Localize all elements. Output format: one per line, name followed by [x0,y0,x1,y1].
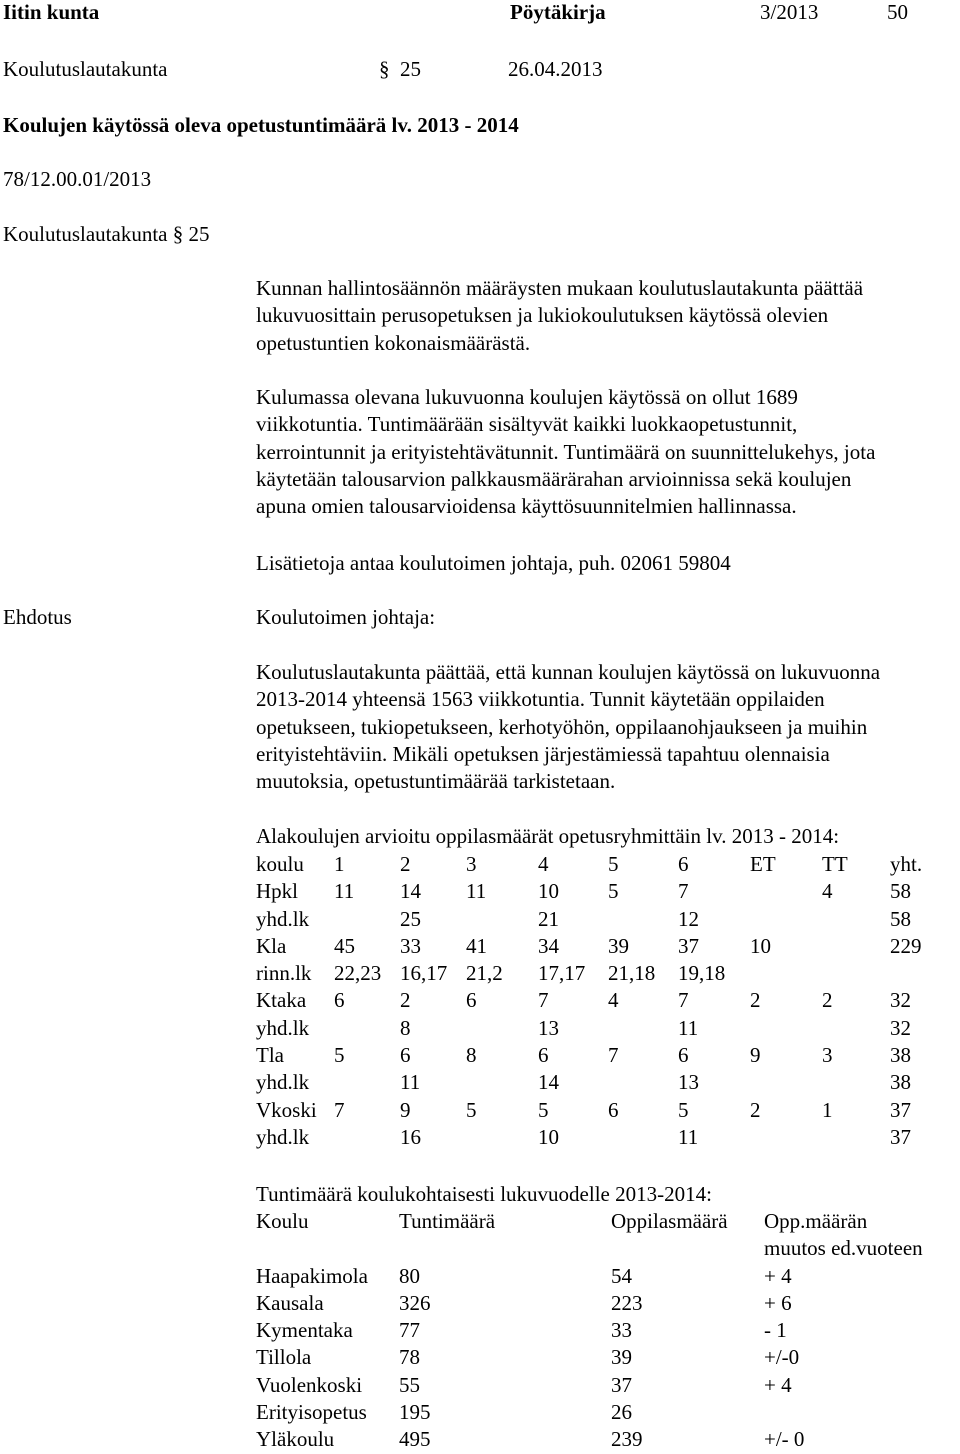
municipality-name: Iitin kunta [3,0,100,24]
proposal-line: Koulutuslautakunta päättää, että kunnan koulujen käytössä on lukuvuonna [256,660,881,684]
table-cell: 10 [538,879,559,904]
table-header-cell: koulu [256,852,304,876]
table-header-cell: 4 [538,852,549,876]
table-cell: Haapakimola [256,1263,368,1288]
table-cell: 2 [822,988,833,1013]
proposal-line: erityistehtäviin. Mikäli opetuksen järjestämiessä tapahtuu olennaisia [256,741,830,766]
table-cell: 326 [399,1290,431,1315]
table-cell: 33 [400,933,421,958]
table-cell: + 4 [764,1372,792,1397]
table-cell: 21,18 [608,961,656,986]
table-cell: 32 [890,1015,911,1040]
table-cell: 19,18 [678,961,726,986]
document-type: Pöytäkirja [510,0,606,24]
table-cell: 11 [400,1070,421,1095]
table-cell: 16 [400,1124,421,1149]
details-line: Kulumassa olevana lukuvuonna koulujen käytössä on ollut 1689 [256,385,798,409]
table-cell: 25 [400,906,421,931]
table-cell: 38 [890,1043,911,1068]
table-cell: Yläkoulu [256,1427,335,1452]
table-cell: Kymentaka [256,1318,353,1343]
table-cell: 9 [750,1043,761,1068]
proposal-label: Ehdotus [3,605,72,629]
board-line-section: 25 [188,222,210,246]
board-section-line [3,221,209,248]
table-cell: 21,2 [466,961,503,986]
table-cell: 77 [399,1318,420,1343]
details-line: käytetään talousarvion palkkausmäärärahan arvioinnissa sekä koulujen [256,466,852,491]
table-cell: 22,23 [334,961,382,986]
table-cell: 11 [466,879,487,904]
intro-line: Kunnan hallintosäännön määräysten mukaan koulutuslautakunta päättää [256,276,864,300]
table-cell: 13 [678,1070,699,1095]
table-cell: 32 [890,988,911,1013]
table-cell: 3 [822,1043,833,1068]
section-number: 25 [400,57,421,81]
table-cell: 6 [678,1043,689,1068]
table-cell: 2 [750,1097,761,1122]
proposer: Koulutoimen johtaja: [256,605,436,629]
table-cell: 14 [400,879,421,904]
table-cell: Vuolenkoski [256,1372,363,1397]
table-cell: 5 [466,1097,477,1122]
table-cell: 11 [334,879,355,904]
table-cell: 7 [334,1097,345,1122]
details-line: viikkotuntia. Tuntimäärään sisältyvät kaikki luokkaopetustunnit, [256,412,798,437]
table-cell: 58 [890,906,911,931]
proposal-line: opetukseen, tukiopetukseen, kerhotyöhön, oppilaanohjaukseen ja muihin [256,714,868,739]
table-cell: 5 [334,1043,345,1068]
table-header-cell: Opp.määrän [764,1209,868,1233]
table-cell: Tla [256,1043,284,1068]
table-header-cell: TT [822,852,848,876]
table-cell: 16,17 [400,961,448,986]
table-cell: 12 [678,906,699,931]
table-cell: 39 [608,933,629,958]
table-header-cell: Oppilasmäärä [611,1209,728,1233]
table-cell: 11 [678,1015,699,1040]
table-cell: 1 [822,1097,833,1122]
table-cell: 54 [611,1263,632,1288]
table-cell: 495 [399,1427,431,1452]
intro-line: lukuvuosittain perusopetuksen ja lukiokoulutuksen käytössä olevien [256,303,829,328]
table-cell: 6 [466,988,477,1013]
table-cell: 5 [608,879,619,904]
table-cell: + 4 [764,1263,792,1288]
table1-title: Alakoulujen arvioitu oppilasmäärät opetusryhmittäin lv. 2013 - 2014: [256,824,840,848]
table-header-cell: yht. [890,852,923,876]
table-cell: Kausala [256,1290,324,1315]
page-number: 50 [887,0,908,24]
table-cell: 4 [608,988,619,1013]
table-header-cell: 1 [334,852,345,876]
table-cell: 37 [890,1124,911,1149]
reference-number: 78/12.00.01/2013 [3,167,152,191]
table-cell: +/- 0 [764,1427,805,1452]
table-cell: 37 [611,1372,632,1397]
table-cell: Erityisopetus [256,1400,367,1425]
table-cell: 21 [538,906,559,931]
table-header-cell: Tuntimäärä [399,1209,496,1233]
table-cell: + 6 [764,1290,792,1315]
table-cell: 80 [399,1263,420,1288]
table-cell: 6 [334,988,345,1013]
table-cell: - 1 [764,1318,787,1343]
section-symbol: § [379,57,390,81]
table-cell: 14 [538,1070,559,1095]
table-cell: 8 [466,1043,477,1068]
proposal-line: 2013-2014 yhteensä 1563 viikkotuntia. Tunnit käytetään oppilaiden [256,687,825,712]
table-header-cell: 3 [466,852,477,876]
table-cell: 2 [750,988,761,1013]
table-cell: 13 [538,1015,559,1040]
table-cell: 78 [399,1345,420,1370]
board-line-name: Koulutuslautakunta [3,222,168,246]
table-cell: 5 [678,1097,689,1122]
table-cell: 37 [678,933,699,958]
table-header-cell: 2 [400,852,411,876]
table-cell: 55 [399,1372,420,1397]
table-header-cell: Koulu [256,1209,309,1233]
table-cell: 37 [890,1097,911,1122]
table-cell: yhd.lk [256,1015,310,1040]
details-paragraph [256,384,956,520]
table-cell: 34 [538,933,559,958]
table-cell: 33 [611,1318,632,1343]
table-cell: Ktaka [256,988,307,1013]
table-cell: 26 [611,1400,632,1425]
table-cell: rinn.lk [256,961,312,986]
table-cell: 2 [400,988,411,1013]
table-cell: 58 [890,879,911,904]
details-line: apuna omien talousarvioidensa käyttösuunnitelmien hallinnassa. [256,494,797,519]
table-cell: yhd.lk [256,1070,310,1095]
table-cell: 6 [538,1043,549,1068]
intro-line: opetustuntien kokonaismäärästä. [256,330,531,355]
table-header-cell: ET [750,852,776,876]
table-cell: 5 [538,1097,549,1122]
table-cell: 7 [608,1043,619,1068]
table-cell: 38 [890,1070,911,1095]
table-cell: 8 [400,1015,411,1040]
table-cell: 229 [890,933,922,958]
table-header-cell: 5 [608,852,619,876]
table-cell: Kla [256,933,287,958]
table-cell: 11 [678,1124,699,1149]
meeting-date: 26.04.2013 [508,57,603,81]
table-cell: 195 [399,1400,431,1425]
table-cell: 223 [611,1290,643,1315]
table-cell: Vkoski [256,1097,317,1122]
table-cell: 17,17 [538,961,586,986]
document-number: 3/2013 [760,0,819,24]
table-cell: 4 [822,879,833,904]
table-cell: 39 [611,1345,632,1370]
details-line: kerrointunnit ja erityistehtävätunnit. Tuntimäärä on suunnittelukehys, jota [256,439,876,464]
table-header-cell: muutos ed.vuoteen [764,1236,923,1261]
intro-paragraph [256,275,956,357]
section-symbol: § [172,222,184,246]
table2-title: Tuntimäärä koulukohtaisesti lukuvuodelle 2013-2014: [256,1182,712,1206]
proposal-paragraph [256,659,956,795]
contact-info: Lisätietoja antaa koulutoimen johtaja, puh. 02061 59804 [256,551,731,575]
table-cell: yhd.lk [256,906,310,931]
proposal-line: muutoksia, opetustuntimäärää tarkistetaan. [256,769,616,794]
subject-title: Koulujen käytössä oleva opetustuntimäärä lv. 2013 - 2014 [3,113,519,137]
table-cell: Hpkl [256,879,298,904]
table-cell: 6 [608,1097,619,1122]
board-name: Koulutuslautakunta [3,57,168,81]
table-cell: 10 [538,1124,559,1149]
table-cell: 9 [400,1097,411,1122]
table-cell: yhd.lk [256,1124,310,1149]
table-cell: 10 [750,933,771,958]
table-cell: 41 [466,933,487,958]
table-cell: 6 [400,1043,411,1068]
table-cell: 7 [678,879,689,904]
table-cell: 7 [678,988,689,1013]
table-cell: 7 [538,988,549,1013]
table-cell: Tillola [256,1345,312,1370]
table-header-cell: 6 [678,852,689,876]
table-cell: +/-0 [764,1345,800,1370]
table-cell: 45 [334,933,355,958]
table-cell: 239 [611,1427,643,1452]
